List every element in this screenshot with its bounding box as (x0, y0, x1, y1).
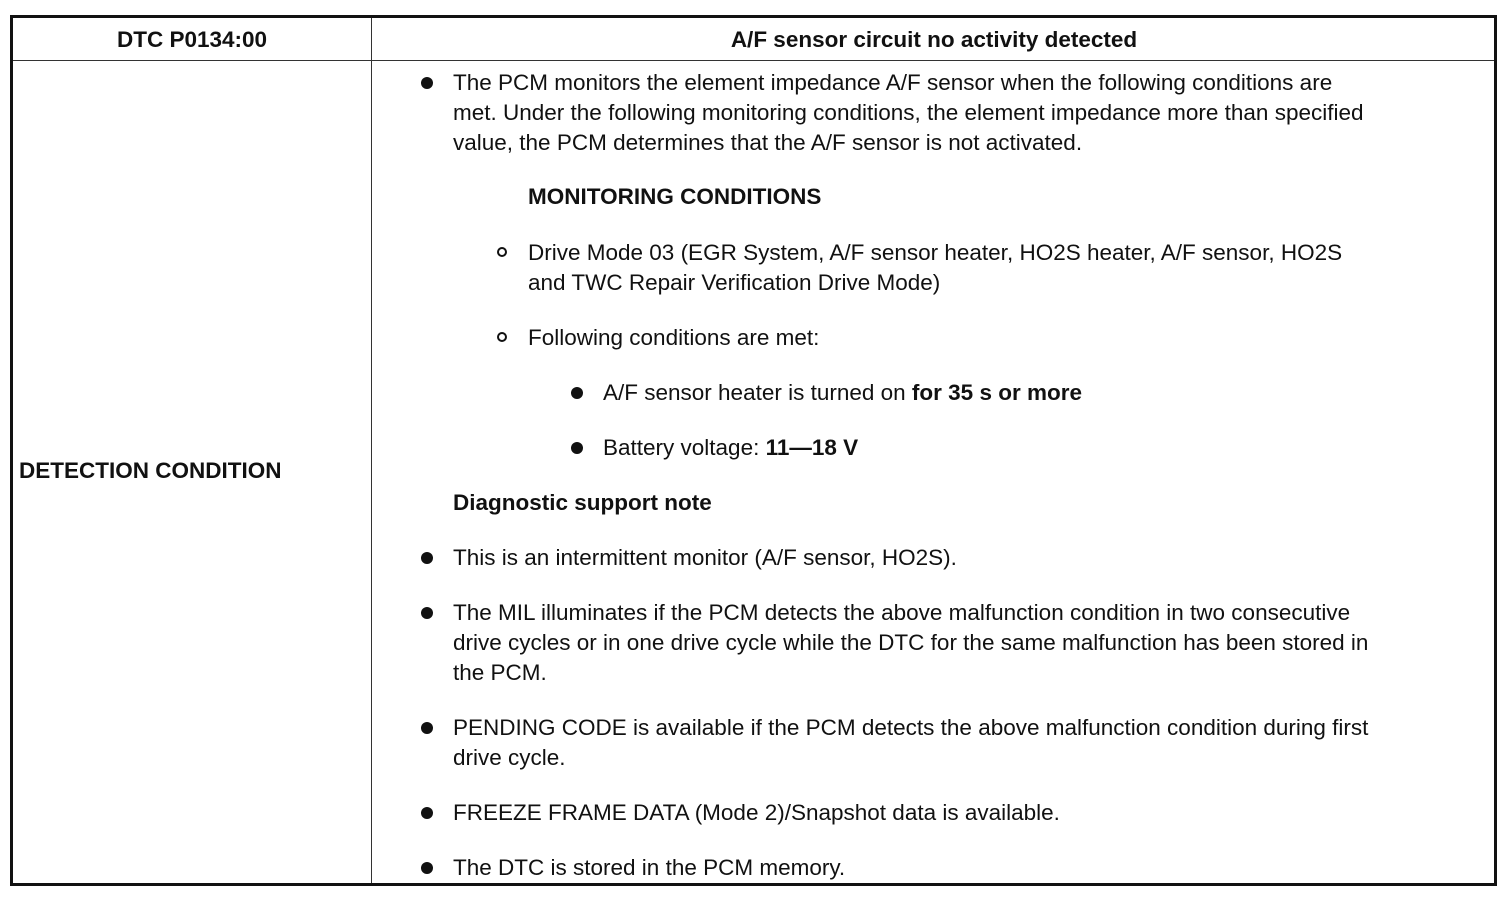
bullet-dot-icon (571, 442, 583, 454)
detection-condition-label: DETECTION CONDITION (19, 458, 282, 483)
intro-line-3: value, the PCM determines that the A/F sensor is not activated. (453, 130, 1083, 155)
bullet-dot-icon (421, 552, 433, 564)
stored-note: The DTC is stored in the PCM memory. (453, 855, 846, 880)
dtc-description-header: A/F sensor circuit no activity detected (730, 27, 1138, 52)
diagnostic-support-heading: Diagnostic support note (453, 490, 712, 515)
monitoring-conditions-heading: MONITORING CONDITIONS (528, 184, 822, 209)
dtc-code-header: DTC P0134:00 (116, 27, 268, 52)
pending-line-1: PENDING CODE is available if the PCM detects the above malfunction condition during first (453, 715, 1369, 740)
mil-line-3: the PCM. (453, 660, 547, 685)
mil-line-1: The MIL illuminates if the PCM detects the above malfunction condition in two consecutive (453, 600, 1351, 625)
heater-condition-value: for 35 s or more (911, 380, 1082, 405)
drive-mode-line-2: and TWC Repair Verification Drive Mode) (528, 270, 941, 295)
intermittent-note: This is an intermittent monitor (A/F sensor, HO2S). (453, 545, 957, 570)
mil-line-2: drive cycles or in one drive cycle while the DTC for the same malfunction has been stored in (453, 630, 1369, 655)
intro-line-1: The PCM monitors the element impedance A/F sensor when the following conditions are (453, 70, 1333, 95)
bullet-dot-icon (421, 722, 433, 734)
following-conditions-label: Following conditions are met: (528, 325, 820, 350)
heater-condition (603, 378, 1082, 408)
dtc-table (10, 15, 1497, 886)
bullet-dot-icon (421, 862, 433, 874)
heater-condition-text: A/F sensor heater is turned on (603, 380, 912, 405)
bullet-ring-icon (497, 332, 507, 342)
battery-condition (603, 433, 858, 463)
drive-mode-line-1: Drive Mode 03 (EGR System, A/F sensor heater, HO2S heater, A/F sensor, HO2S (528, 240, 1343, 265)
bullet-dot-icon (571, 387, 583, 399)
bullet-dot-icon (421, 807, 433, 819)
bullet-dot-icon (421, 607, 433, 619)
pending-line-2: drive cycle. (453, 745, 566, 770)
battery-condition-value: 11—18 V (765, 435, 859, 460)
bullet-dot-icon (421, 77, 433, 89)
battery-condition-text: Battery voltage: (603, 435, 766, 460)
detection-condition-content (13, 18, 1494, 883)
intro-line-2: met. Under the following monitoring conditions, the element impedance more than specified (453, 100, 1364, 125)
bullet-ring-icon (497, 247, 507, 257)
freeze-frame-note: FREEZE FRAME DATA (Mode 2)/Snapshot data is available. (453, 800, 1060, 825)
